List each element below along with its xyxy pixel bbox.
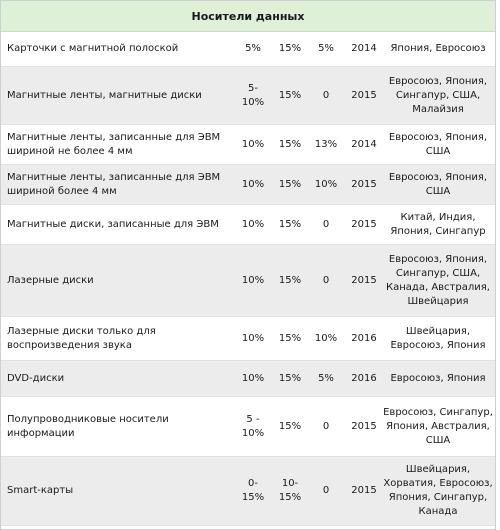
rate-3-cell: 10% [314, 332, 338, 344]
rate-1-cell: 10% [241, 332, 265, 344]
rate-2-cell: 15% [278, 138, 302, 150]
year-cell: 2015 [351, 218, 377, 230]
rate-1-cell: 10% [241, 138, 265, 150]
countries-cell: Япония, Евросоюз [390, 43, 486, 54]
table-row [1, 32, 495, 67]
rate-2-cell: 15% [278, 89, 302, 101]
table-row [1, 205, 495, 245]
table-row [1, 67, 495, 125]
rate-1-cell: 10% [241, 372, 265, 384]
countries-cell: Евросоюз, Япония, США [388, 171, 488, 197]
table-row [1, 397, 495, 457]
year-cell: 2015 [351, 178, 377, 190]
table-row [1, 245, 495, 317]
countries-cell: Евросоюз, Япония [390, 372, 486, 384]
row-name-cell: Лазерные диски только для воспроизведения звука [7, 325, 156, 351]
rate-1-cell: 5- 10% [241, 82, 265, 108]
year-cell: 2015 [351, 274, 377, 286]
rate-2-cell: 15% [278, 274, 302, 286]
row-name-cell: Smart-карты [7, 485, 74, 496]
row-name-cell: Магнитные ленты, записанные для ЭВМ шириной более 4 мм [7, 171, 221, 197]
year-cell: 2014 [351, 43, 377, 54]
table-row [1, 165, 495, 205]
rate-3-cell: 5% [318, 372, 334, 384]
year-cell: 2015 [351, 420, 377, 432]
rate-1-cell: 5 - 10% [241, 413, 265, 439]
table-body [1, 32, 495, 526]
rate-2-cell: 15% [278, 178, 302, 190]
rate-2-cell: 10- 15% [278, 478, 302, 503]
row-name-cell: Магнитные ленты, магнитные диски [7, 89, 202, 101]
rate-2-cell: 15% [278, 420, 302, 432]
year-cell: 2015 [351, 89, 377, 101]
countries-cell: Евросоюз, Япония, США [388, 131, 488, 157]
year-cell: 2014 [351, 138, 377, 150]
table-title: Носители данных [191, 9, 305, 23]
row-name-cell: Лазерные диски [7, 274, 94, 286]
table-row [1, 125, 495, 165]
row-name-cell: DVD-диски [7, 372, 65, 384]
countries-cell: Швейцария, Хорватия, Евросоюз, Япония, Сингапур, Канада [383, 464, 493, 517]
table-row [1, 317, 495, 361]
countries-cell: Швейцария, Евросоюз, Япония [390, 325, 486, 351]
rate-2-cell: 15% [278, 218, 302, 230]
rate-2-cell: 15% [278, 372, 302, 384]
row-name-cell: Магнитные диски, записанные для ЭВМ [7, 218, 219, 230]
countries-cell: Евросоюз, Япония, Сингапур, США, Малайзия [388, 75, 488, 115]
rate-2-cell: 15% [278, 332, 302, 344]
countries-cell: Китай, Индия, Япония, Сингапур [390, 211, 486, 237]
rate-3-cell: 5% [318, 43, 334, 54]
row-name-cell: Полупроводниковые носители информации [7, 413, 169, 439]
rate-1-cell: 0- 15% [241, 478, 265, 503]
rate-3-cell: 0 [322, 274, 330, 286]
table-header [1, 1, 495, 32]
row-name-cell: Карточки с магнитной полоской [7, 43, 179, 54]
rate-3-cell: 13% [314, 138, 338, 150]
rate-1-cell: 5% [245, 43, 261, 54]
rate-3-cell: 0 [322, 420, 330, 432]
year-cell: 2015 [351, 485, 377, 496]
rate-3-cell: 10% [314, 178, 338, 190]
row-name-cell: Магнитные ленты, записанные для ЭВМ шириной не более 4 мм [7, 131, 221, 157]
rate-1-cell: 10% [241, 274, 265, 286]
year-cell: 2016 [351, 372, 377, 384]
rate-1-cell: 10% [241, 218, 265, 230]
table-row [1, 361, 495, 397]
rate-3-cell: 0 [322, 89, 330, 101]
rate-3-cell: 0 [322, 218, 330, 230]
rate-2-cell: 15% [278, 43, 302, 54]
rate-1-cell: 10% [241, 178, 265, 190]
rate-3-cell: 0 [322, 485, 330, 496]
table-row [1, 457, 495, 526]
year-cell: 2016 [351, 332, 377, 344]
countries-cell: Евросоюз, Сингапур, Япония, Австралия, США [383, 406, 493, 446]
countries-cell: Евросоюз, Япония, Сингапур, США, Канада, Австралия, Швейцария [386, 253, 490, 307]
